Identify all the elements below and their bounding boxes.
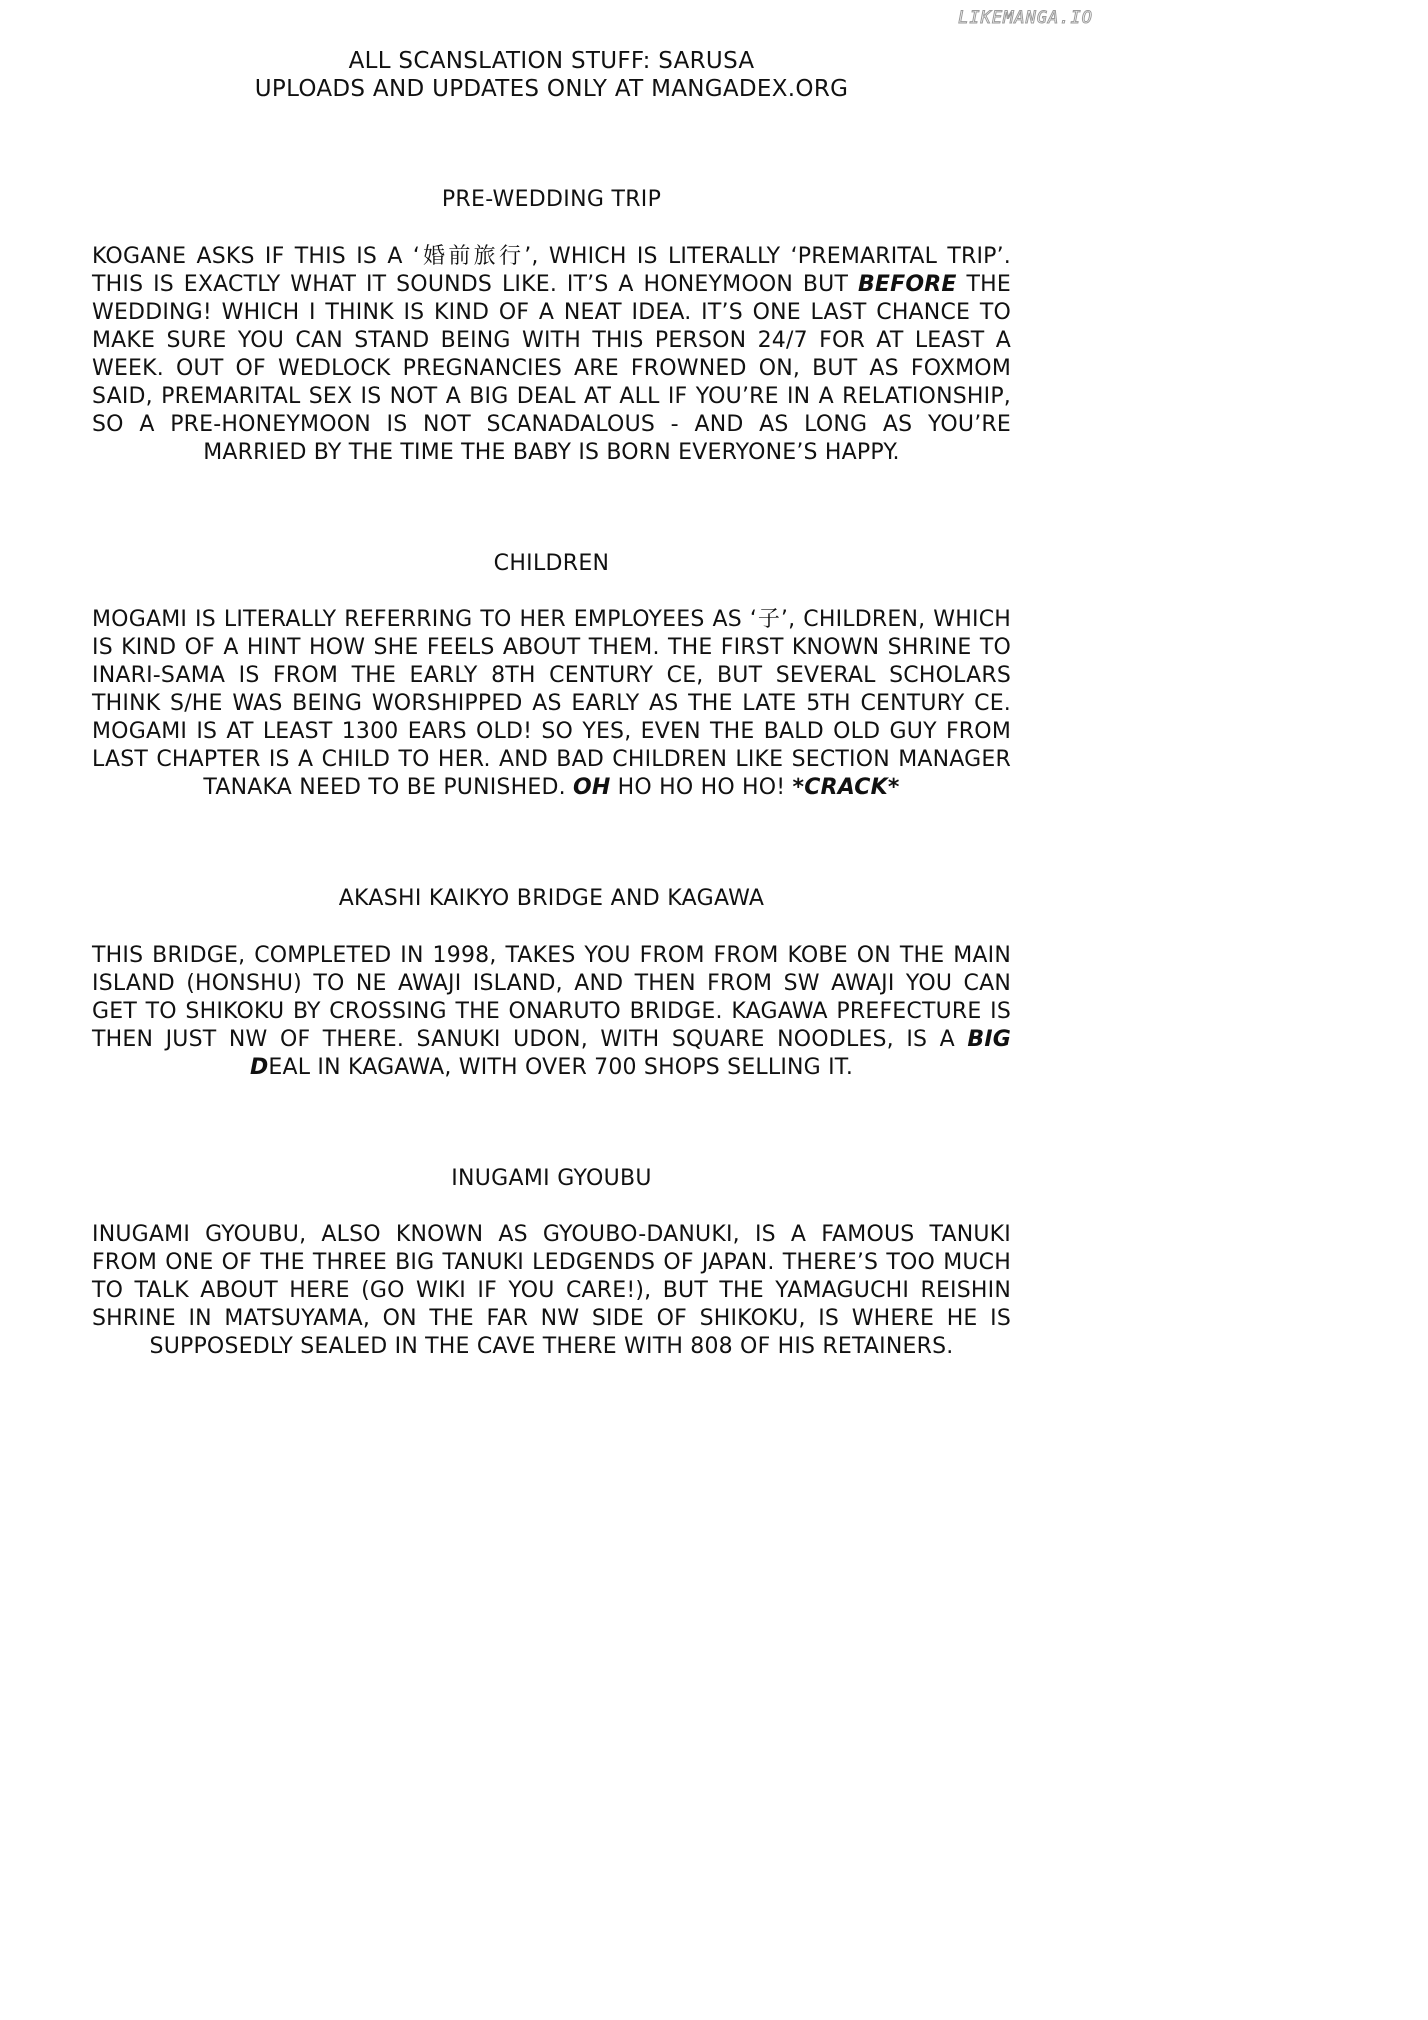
body-text: INUGAMI GYOUBU, ALSO KNOWN AS GYOUBO-DANUKI, IS A FAMOUS TANUKI FROM ONE OF THE THREE BIG TANUKI LEDGENDS OF JAPAN. THERE’S TOO MUCH TO TALK ABOUT HERE (GO WIKI IF YOU CARE!), BUT THE YAMAGUCHI REISHIN SHRINE IN MATSUYAMA, ON THE FAR NW SIDE OF SHIKOKU, IS WHERE HE IS SUPPOSEDLY SEALED IN THE CAVE THERE WITH 808 OF HIS RETAINERS. <box>92 1222 1011 1359</box>
section-body-children <box>92 606 1011 802</box>
body-text: HO HO HO HO! <box>610 775 793 800</box>
body-text: KOGANE ASKS IF THIS IS A ‘婚前旅行’, WHICH IS LITERALLY ‘PREMARITAL TRIP’. THIS IS EXACTLY WHAT IT SOUNDS LIKE. IT’S A HONEYMOON BUT <box>92 244 1011 297</box>
emphasis-text: OH <box>572 775 611 800</box>
emphasis-text: *CRACK* <box>792 775 900 800</box>
emphasis-text: BEFORE <box>857 272 957 297</box>
section-body-pre-wedding-trip <box>92 243 1011 467</box>
body-text: THE WEDDING! WHICH I THINK IS KIND OF A NEAT IDEA. IT’S ONE LAST CHANCE TO MAKE SURE YOU CAN STAND BEING WITH THIS PERSON 24/7 FOR AT LEAST A WEEK. OUT OF WEDLOCK PREGNANCIES ARE FROWNED ON, BUT AS FOXMOM SAID, PREMARITAL SEX IS NOT A BIG DEAL AT ALL IF YOU’RE IN A RELATIONSHIP, SO A PRE-HONEYMOON IS NOT SCANADALOUS - AND AS LONG AS YOU’RE MARRIED BY THE TIME THE BABY IS BORN EVERYONE’S HAPPY. <box>92 272 1011 465</box>
section-title-inugami-gyoubu: INUGAMI GYOUBU <box>451 1166 652 1191</box>
section-title-children: CHILDREN <box>493 551 610 576</box>
section-body-inugami-gyoubu <box>92 1221 1011 1361</box>
section-title-pre-wedding-trip: PRE-WEDDING TRIP <box>441 187 662 212</box>
site-watermark: LIKEMANGA.IO <box>958 8 1093 28</box>
credits-line-2: UPLOADS AND UPDATES ONLY AT MANGADEX.ORG <box>254 76 849 102</box>
section-body-akashi-kaikyo-bridge <box>92 942 1011 1082</box>
body-text: THIS BRIDGE, COMPLETED IN 1998, TAKES YOU FROM FROM KOBE ON THE MAIN ISLAND (HONSHU) TO NE AWAJI ISLAND, AND THEN FROM SW AWAJI YOU CAN GET TO SHIKOKU BY CROSSING THE ONARUTO BRIDGE. KAGAWA PREFECTURE IS THEN JUST NW OF THERE. SANUKI UDON, WITH SQUARE NOODLES, IS A <box>92 943 1011 1052</box>
emphasis-text: BIG D <box>249 1027 1011 1080</box>
body-text: EAL IN KAGAWA, WITH OVER 700 SHOPS SELLING IT. <box>268 1055 854 1080</box>
section-title-akashi-kaikyo-bridge: AKASHI KAIKYO BRIDGE AND KAGAWA <box>338 886 765 911</box>
credits-block <box>0 47 1103 103</box>
body-text: MOGAMI IS LITERALLY REFERRING TO HER EMPLOYEES AS ‘子’, CHILDREN, WHICH IS KIND OF A HINT HOW SHE FEELS ABOUT THEM. THE FIRST KNOWN SHRINE TO INARI-SAMA IS FROM THE EARLY 8TH CENTURY CE, BUT SEVERAL SCHOLARS THINK S/HE WAS BEING WORSHIPPED AS EARLY AS THE LATE 5TH CENTURY CE. MOGAMI IS AT LEAST 1300 EARS OLD! SO YES, EVEN THE BALD OLD GUY FROM LAST CHAPTER IS A CHILD TO HER. AND BAD CHILDREN LIKE SECTION MANAGER TANAKA NEED TO BE PUNISHED. <box>92 607 1011 800</box>
credits-line-1: ALL SCANSLATION STUFF: SARUSA <box>348 48 755 74</box>
